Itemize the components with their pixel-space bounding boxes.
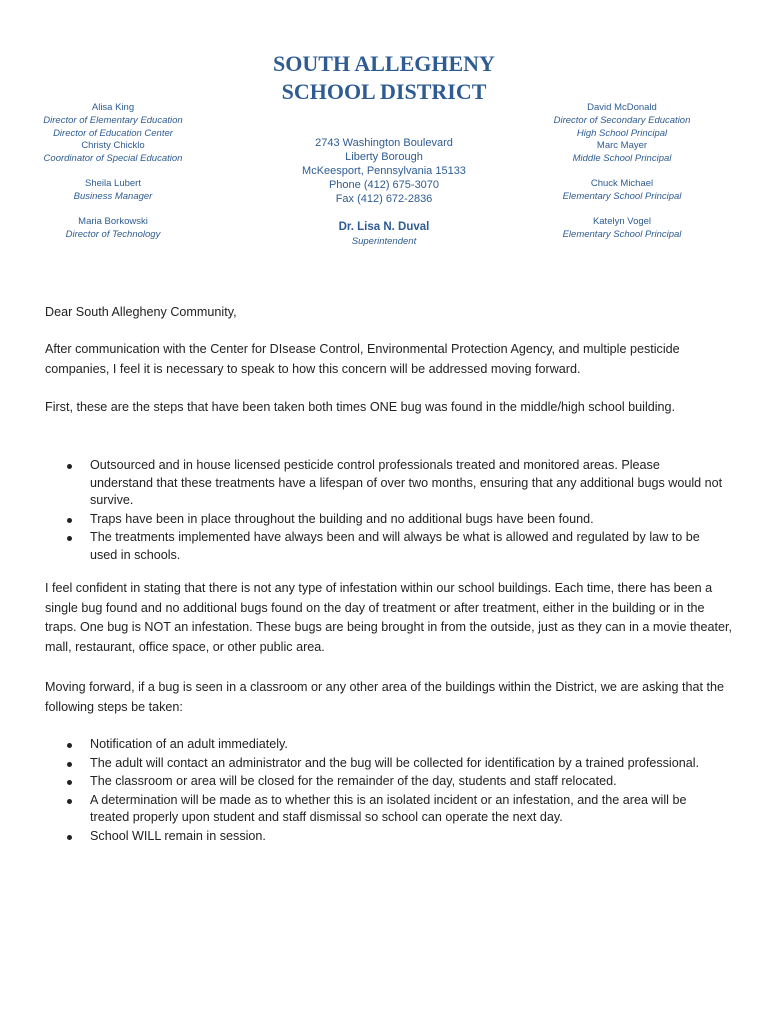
salutation: Dear South Allegheny Community, [45,305,237,319]
district-title-line2: SCHOOL DISTRICT [281,79,487,104]
staff-role: Elementary School Principal [562,191,682,202]
staff-entry [13,101,213,139]
staff-role: Director of Secondary Education [553,115,691,126]
staff-name: David McDonald [587,102,657,113]
staff-role: Director of Education Center [53,128,173,139]
staff-name: Marc Mayer [596,140,648,151]
staff-role: Business Manager [73,191,153,202]
district-title-line1: SOUTH ALLEGHENY [273,51,495,76]
list-item-text: The classroom or area will be closed for the remainder of the day, students and staff relocated. [90,774,617,788]
staff-entry [522,101,722,139]
list-item-text: The treatments implemented have always been and will always be what is allowed and regulated by law to be used in schools. [90,530,700,562]
list-item-text: The adult will contact an administrator and the bug will be collected for identification by a trained professional. [90,755,700,770]
bullet-icon [67,536,72,541]
list-item [45,529,725,564]
bullet-icon [67,780,72,785]
staff-entry [522,139,722,177]
staff-name: Alisa King [91,102,135,113]
staff-name: Maria Borkowski [78,216,148,227]
address-borough: Liberty Borough [345,151,423,163]
bullet-icon [67,518,72,523]
address-phone: Phone (412) 675-3070 [328,179,440,191]
list-item [45,457,725,510]
district-title [0,50,768,106]
district-address [234,136,534,206]
staff-entry [522,215,722,253]
staff-role: Elementary School Principal [562,229,682,240]
steps-forward-list [45,736,725,846]
bullet-icon [67,799,72,804]
paragraph-steps-taken-intro: First, these are the steps that have been taken both times ONE bug was found in the middle/high school building. [45,400,676,414]
staff-role: Coordinator of Special Education [43,153,183,164]
list-item [45,755,725,773]
list-item [45,828,725,846]
list-item [45,736,725,754]
bullet-icon [67,464,72,469]
address-street: 2743 Washington Boulevard [315,137,453,149]
left-staff-column [13,101,213,253]
staff-entry [13,139,213,177]
list-item-text: Outsourced and in house licensed pesticide control professionals treated and monitored areas. Please understand that these treatments have a lifespan of over two months, ensuring that any additional bugs would not survive. [90,458,723,507]
paragraph-no-infestation: I feel confident in stating that there is not any type of infestation within our school buildings. Each time, there has been a single bug found and no additional bugs found on the day of treatment or after treatment, either in the building or in the traps. One bug is NOT an infestation. These bugs are being brought in from the outside, just as they can in a movie theater, mall, restaurant, office space, or other public area. [45,581,732,654]
address-city: McKeesport, Pennsylvania 15133 [302,165,466,177]
list-item [45,773,725,791]
staff-name: Chuck Michael [590,178,654,189]
staff-role: Director of Technology [65,229,161,240]
staff-name: Christy Chicklo [81,140,145,151]
staff-entry [522,177,722,215]
steps-taken-list [45,457,725,565]
staff-role: Director of Elementary Education [43,115,183,126]
staff-name: Sheila Lubert [85,178,141,189]
staff-entry [13,177,213,215]
bullet-icon [67,762,72,767]
superintendent-name: Dr. Lisa N. Duval [338,221,430,233]
list-item [45,792,725,827]
staff-name: Katelyn Vogel [592,216,652,227]
staff-role: Middle School Principal [572,153,672,164]
superintendent-title: Superintendent [351,236,417,247]
list-item [45,511,725,529]
right-staff-column [522,101,722,253]
list-item-text: A determination will be made as to whether this is an isolated incident or an infestation, and the area will be treated properly upon student and staff dismissal so school can operate the next day. [90,792,687,824]
paragraph-intro: After communication with the Center for DIsease Control, Environmental Protection Agency, and multiple pesticide companies, I feel it is necessary to speak to how this concern will be addressed moving forward. [45,342,680,376]
address-fax: Fax (412) 672-2836 [335,193,433,205]
list-item-text: School WILL remain in session. [90,828,266,843]
staff-entry [13,215,213,253]
staff-role: High School Principal [576,128,668,139]
bullet-icon [67,743,72,748]
list-item-text: Notification of an adult immediately. [90,737,288,751]
paragraph-moving-forward: Moving forward, if a bug is seen in a classroom or any other area of the buildings within the District, we are asking that the following steps be taken: [45,680,725,714]
bullet-icon [67,835,72,840]
list-item-text: Traps have been in place throughout the building and no additional bugs have been found. [90,511,594,526]
